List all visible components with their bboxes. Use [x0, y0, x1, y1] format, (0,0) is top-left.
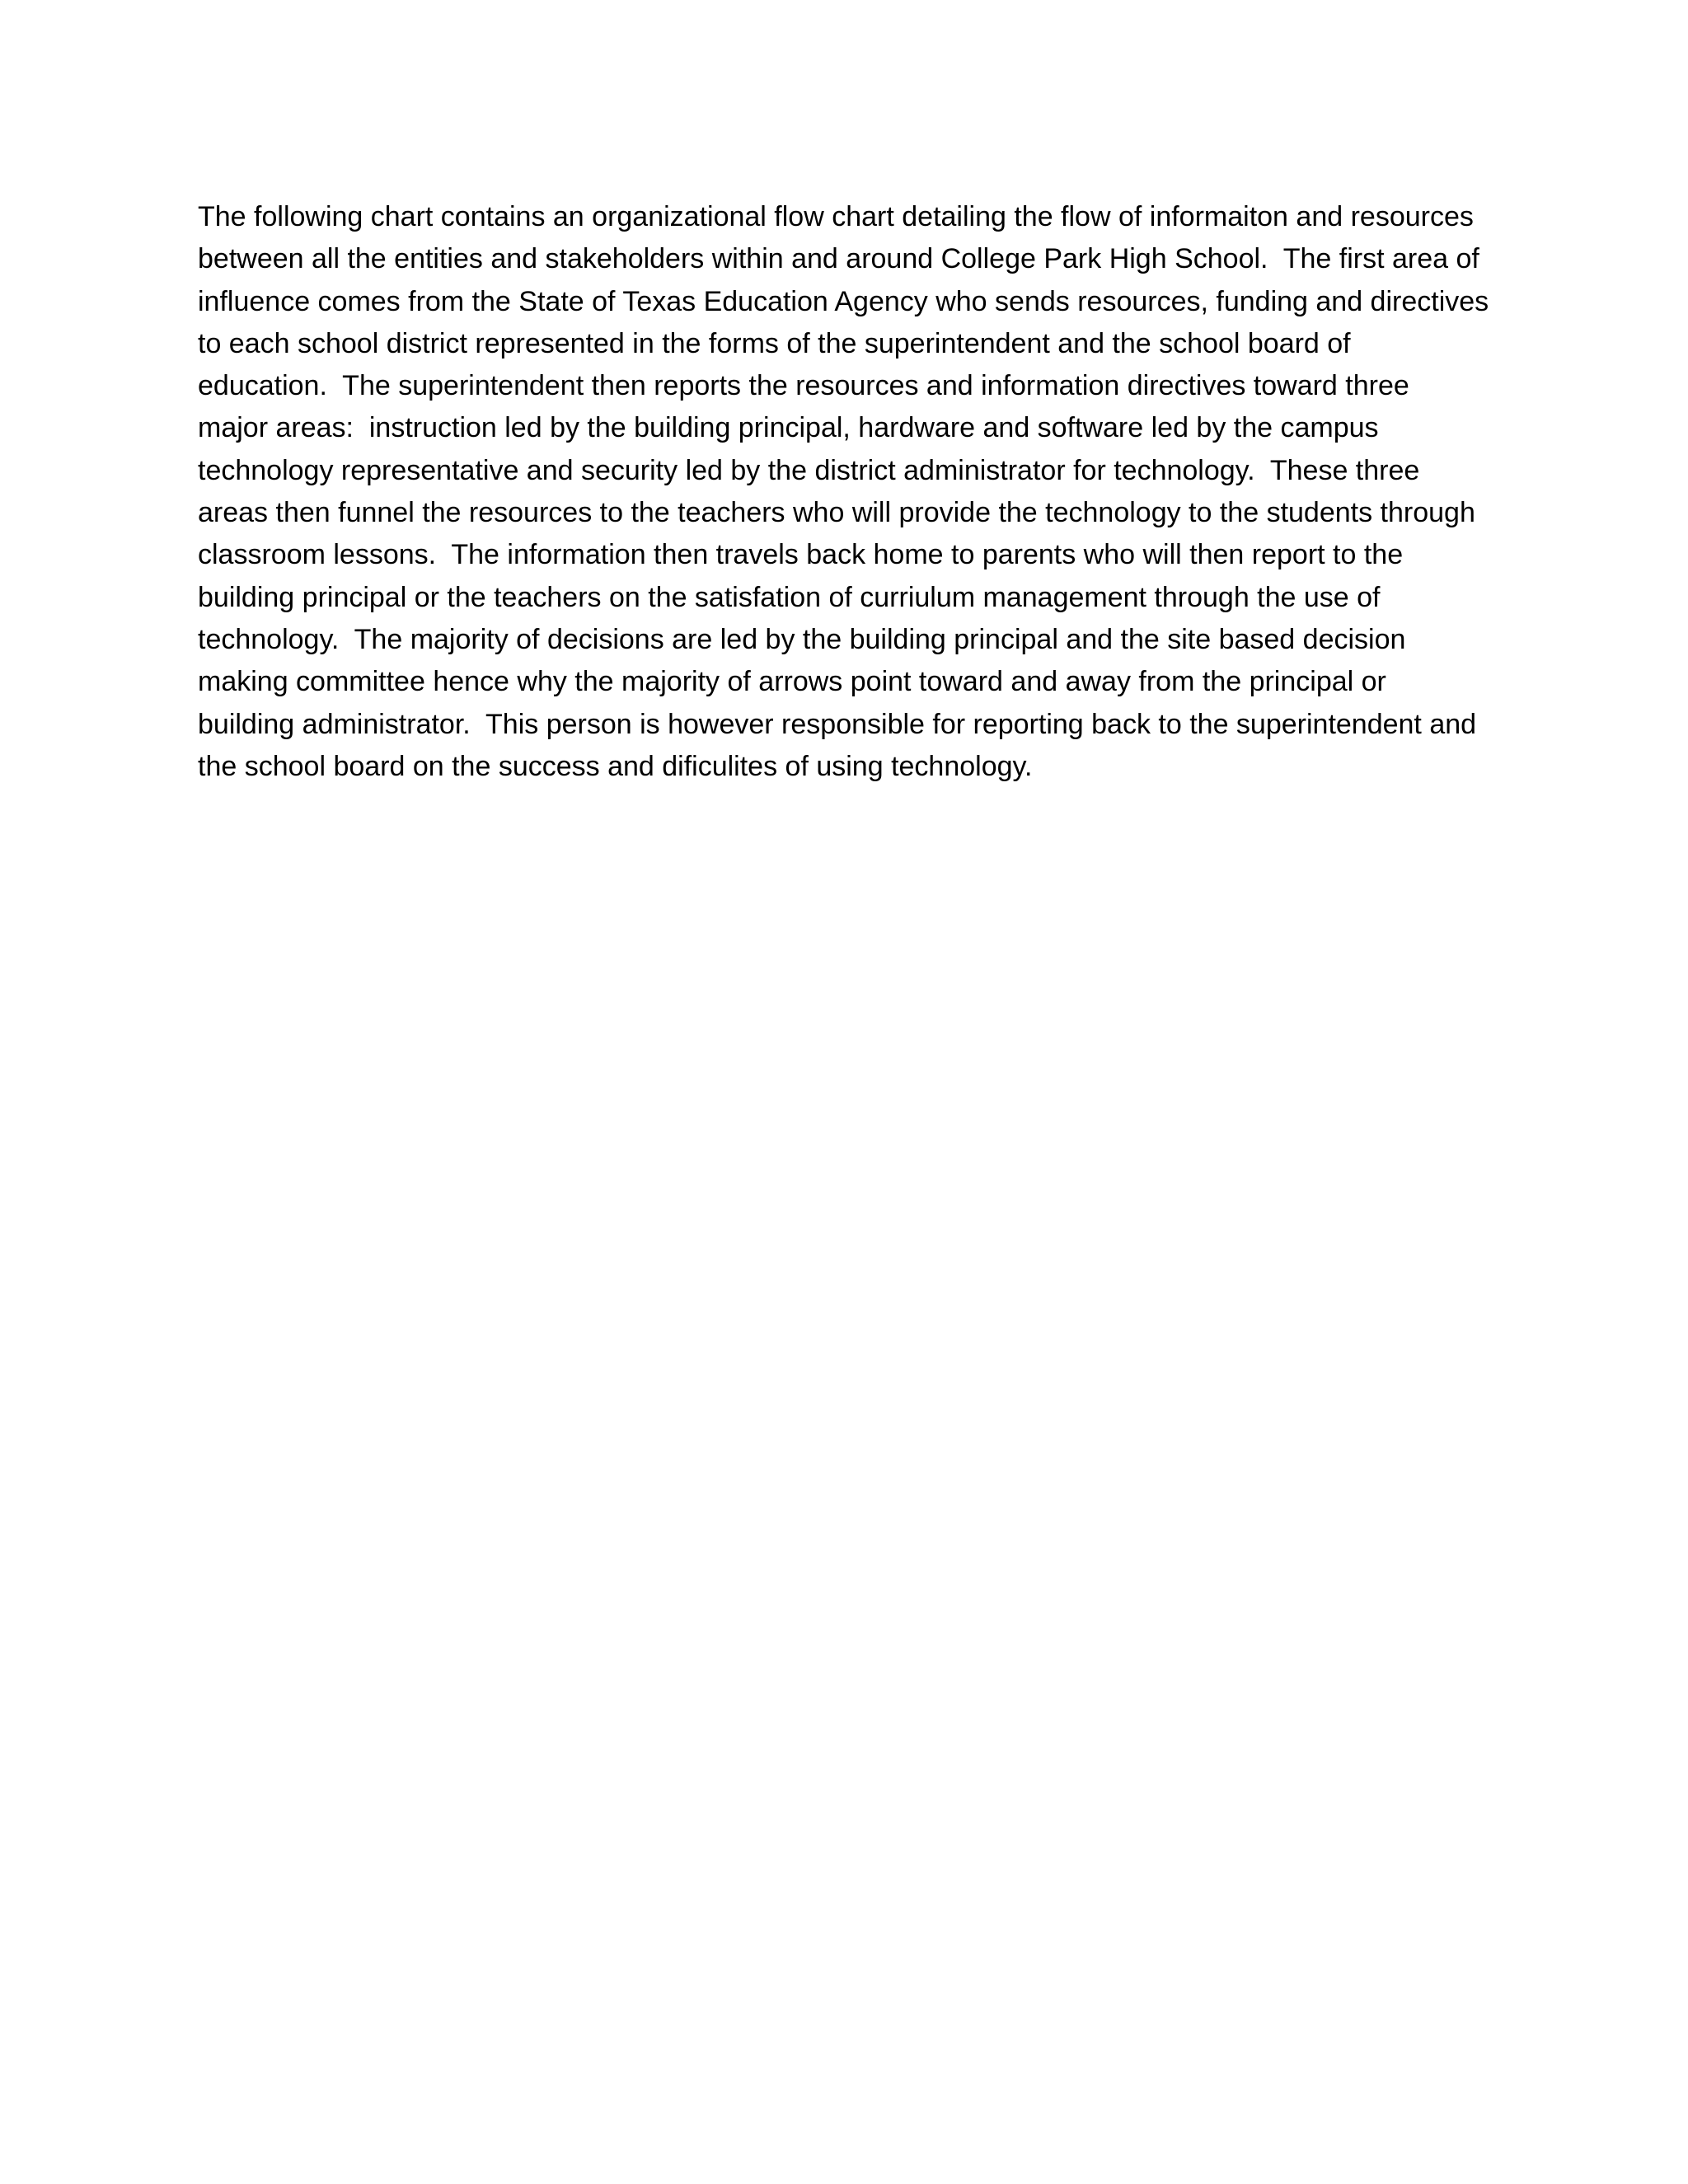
- paragraph-line: The following chart contains an organizational flow chart detailing the flow of informaiton and resources: [198, 201, 1474, 232]
- paragraph-line: building principal or the teachers on the satisfation of curriulum management through the use of: [198, 581, 1381, 613]
- paragraph-line: between all the entities and stakeholders within and around College Park High School. The first area of: [198, 243, 1479, 275]
- paragraph-line: major areas: instruction led by the building principal, hardware and software led by the campus: [198, 412, 1379, 444]
- paragraph-line: areas then funnel the resources to the teachers who will provide the technology to the students through: [198, 497, 1475, 529]
- paragraph-line: making committee hence why the majority of arrows point toward and away from the principal or: [198, 666, 1386, 698]
- paragraph-line: classroom lessons. The information then travels back home to parents who will then report to the: [198, 539, 1404, 571]
- body-paragraph: [198, 196, 1517, 788]
- paragraph-line: technology representative and security led by the district administrator for technology. These three: [198, 454, 1420, 486]
- paragraph-line: to each school district represented in the forms of the superintendent and the school board of: [198, 327, 1351, 359]
- paragraph-line: influence comes from the State of Texas Education Agency who sends resources, funding and directives: [198, 285, 1489, 317]
- paragraph-line: the school board on the success and dificulites of using technology.: [198, 750, 1033, 782]
- paragraph-line: building administrator. This person is however responsible for reporting back to the superintendent and: [198, 708, 1477, 740]
- paragraph-line: technology. The majority of decisions are led by the building principal and the site based decision: [198, 623, 1406, 655]
- paragraph-line: education. The superintendent then reports the resources and information directives toward three: [198, 370, 1409, 402]
